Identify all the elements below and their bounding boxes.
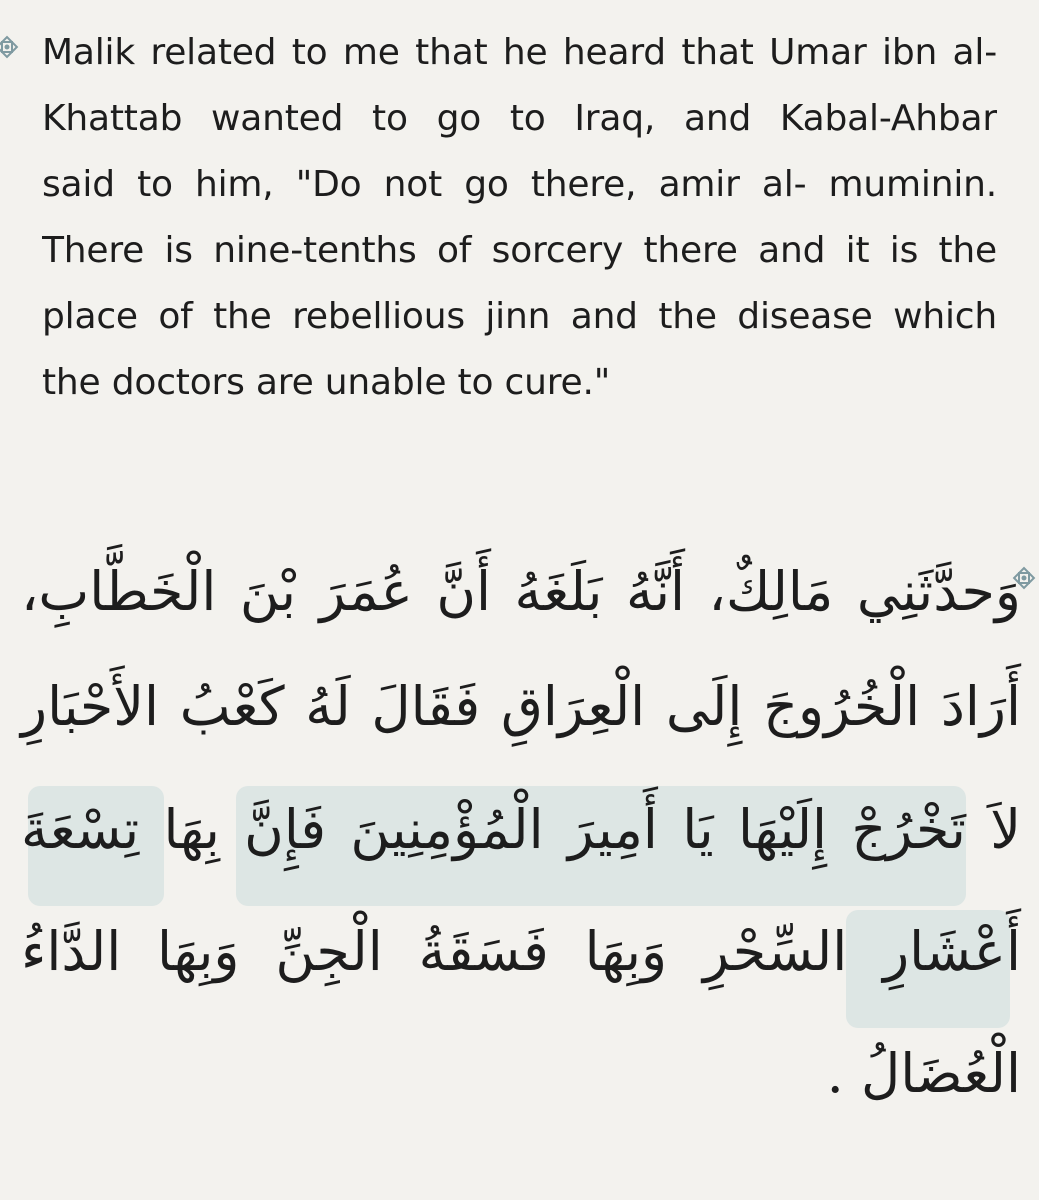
english-line: the doctors are unable to cure." bbox=[42, 362, 611, 403]
arabic-line: وَحدَّثَنِي مَالِكٌ، أَنَّهُ بَلَغَهُ أَنَّ عُمَرَ بْنَ الْخَطَّابِ، bbox=[21, 560, 1021, 623]
arabic-line: الْعُضَالُ . bbox=[826, 1042, 1021, 1105]
english-line: Khattab wanted to go to Iraq, and Kabal-Ahbar bbox=[42, 98, 997, 139]
english-line: place of the rebellious jinn and the disease which bbox=[42, 296, 997, 337]
ornament-icon[interactable] bbox=[0, 32, 22, 62]
arabic-line: أَرَادَ الْخُرُوجَ إِلَى الْعِرَاقِ فَقَالَ لَهُ كَعْبُ الأَحْبَارِ bbox=[21, 675, 1021, 738]
arabic-line: لاَ تَخْرُجْ إِلَيْهَا يَا أَمِيرَ الْمُؤْمِنِينَ فَإِنَّ بِهَا تِسْعَةَ bbox=[21, 798, 1021, 861]
english-line: said to him, "Do not go there, amir al- muminin. bbox=[42, 164, 997, 205]
english-translation bbox=[42, 20, 997, 416]
english-line: Malik related to me that he heard that Umar ibn al- bbox=[42, 32, 997, 73]
arabic-line: أَعْشَارِ السِّحْرِ وَبِهَا فَسَقَةُ الْجِنِّ وَبِهَا الدَّاءُ bbox=[21, 920, 1021, 983]
english-line: There is nine-tenths of sorcery there and it is the bbox=[42, 230, 997, 271]
